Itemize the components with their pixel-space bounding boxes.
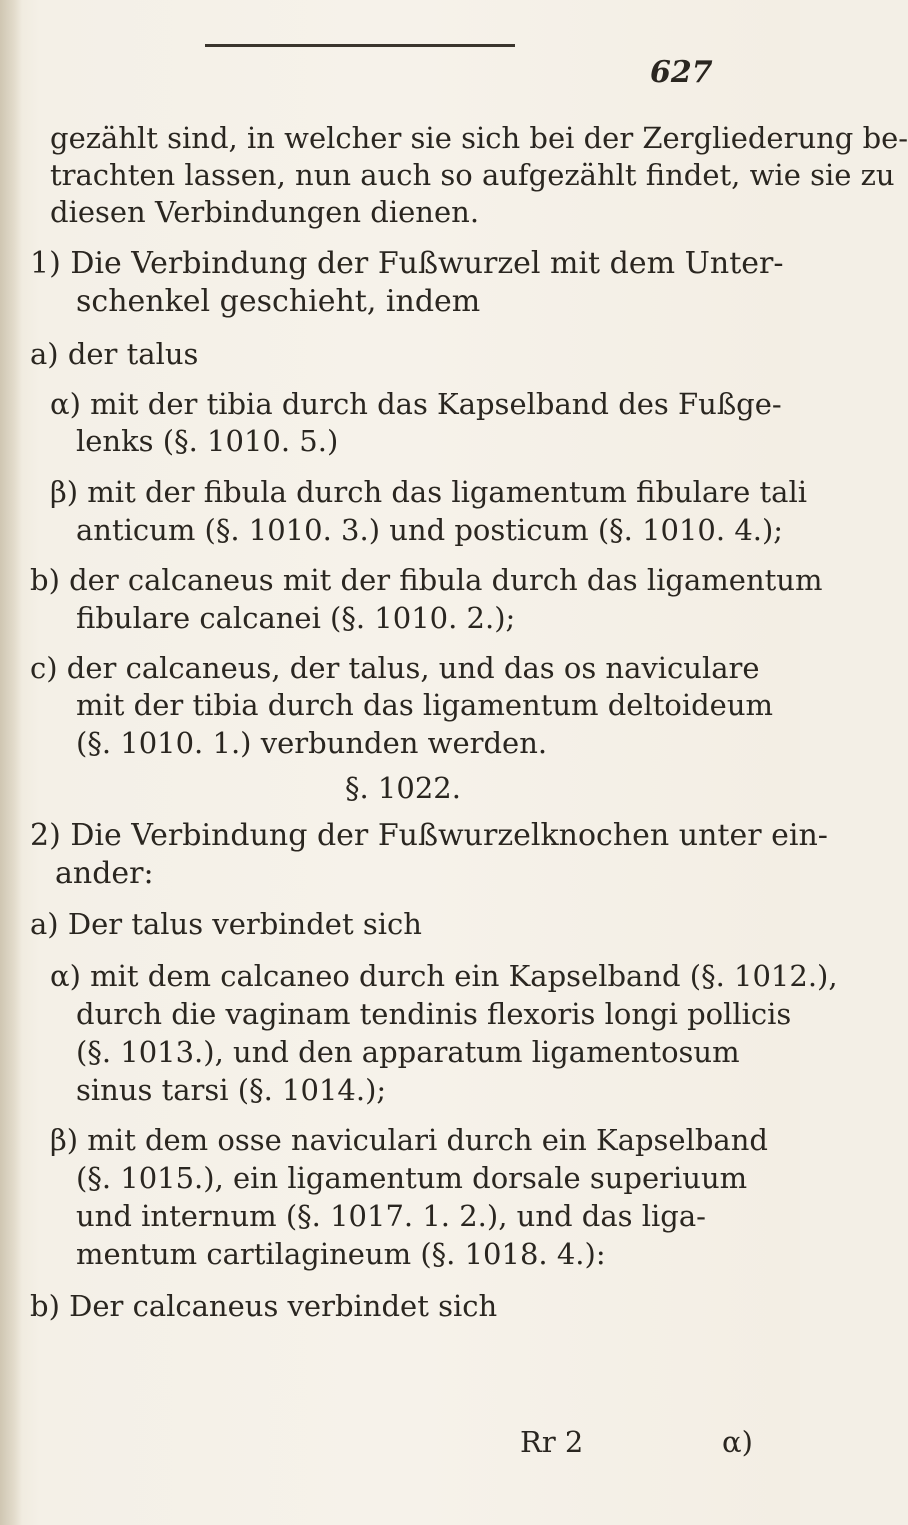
catchword: α) [722,1425,753,1459]
text-line: und internum (§. 1017. 1. 2.), und das liga- [76,1199,706,1233]
text-line: (§. 1015.), ein ligamentum dorsale superiuum [76,1161,748,1195]
text-line: a) Der talus verbindet sich [30,907,422,941]
text-line: mit der tibia durch das ligamentum deltoideum [76,688,774,722]
text-line: c) der calcaneus, der talus, und das os naviculare [30,651,760,685]
text-line: gezählt sind, in welcher sie sich bei der Zergliederung be- [50,121,908,155]
text-line: β) mit dem osse naviculari durch ein Kapselband [50,1123,768,1157]
text-line: schenkel geschieht, indem [76,284,481,319]
text-line: anticum (§. 1010. 3.) und posticum (§. 1010. 4.); [76,513,784,547]
text-line: lenks (§. 1010. 5.) [76,424,339,458]
text-line: durch die vaginam tendinis flexoris longi pollicis [76,997,792,1031]
text-line: α) mit der tibia durch das Kapselband des Fußge- [50,387,782,421]
text-line: (§. 1010. 1.) verbunden werden. [76,726,548,760]
text-line: α) mit dem calcaneo durch ein Kapselband (§. 1012.), [50,959,838,993]
text-line: 1) Die Verbindung der Fußwurzel mit dem Unter- [30,246,784,281]
text-line: mentum cartilagineum (§. 1018. 4.): [76,1237,606,1271]
text-line: sinus tarsi (§. 1014.); [76,1073,387,1107]
page-gutter [0,0,22,1525]
text-line: trachten lassen, nun auch so aufgezählt findet, wie sie zu [50,158,895,192]
header-rule [205,44,515,47]
page-number: 627 [650,55,713,90]
text-line: b) der calcaneus mit der fibula durch das ligamentum [30,563,823,597]
text-line: b) Der calcaneus verbindet sich [30,1289,498,1323]
section-heading: §. 1022. [345,771,461,805]
text-line: a) der talus [30,337,199,371]
signature-mark: Rr 2 [520,1425,584,1459]
text-line: diesen Verbindungen dienen. [50,195,480,229]
text-line: β) mit der fibula durch das ligamentum fibulare tali [50,475,807,509]
text-line: ander: [55,856,154,891]
text-line: (§. 1013.), und den apparatum ligamentosum [76,1035,740,1069]
text-line: 2) Die Verbindung der Fußwurzelknochen unter ein- [30,818,828,853]
text-line: fibulare calcanei (§. 1010. 2.); [76,601,516,635]
